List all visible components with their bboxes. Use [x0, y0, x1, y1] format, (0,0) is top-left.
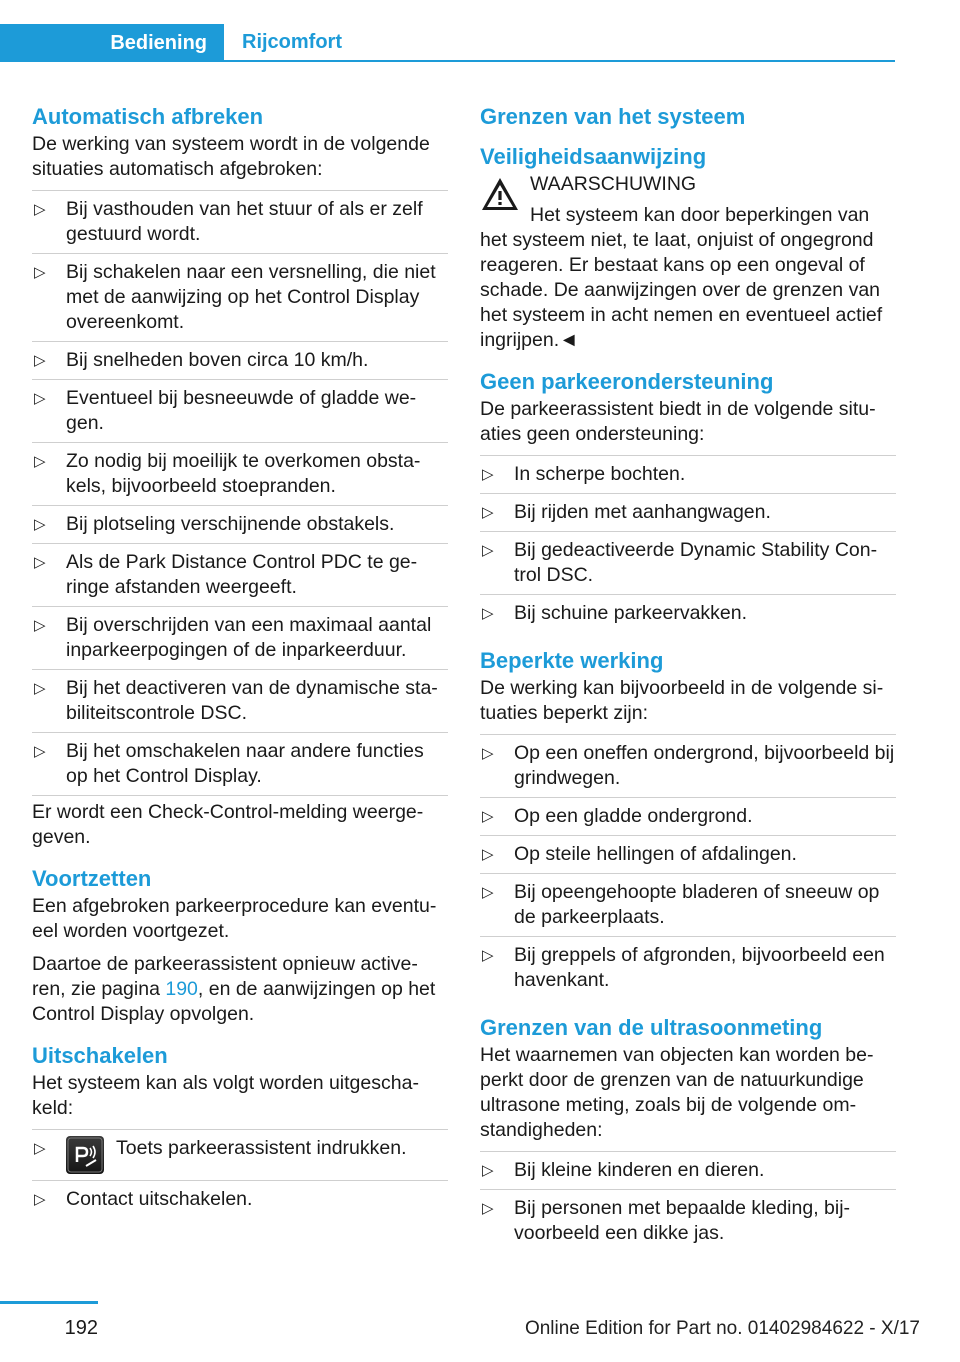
- triangle-right-icon: ▷: [482, 1162, 494, 1179]
- list-item-text: In scherpe bochten.: [514, 463, 686, 485]
- bullet-list-uit: [32, 1129, 448, 1218]
- list-item-text: Bij schuine parkeervakken.: [514, 602, 748, 624]
- triangle-right-icon: ▷: [34, 352, 46, 369]
- list-item: [32, 190, 448, 254]
- bullet-list-ultra: [480, 1151, 896, 1252]
- list-item: [480, 1190, 896, 1252]
- list-item-text: Op steile hellingen of afdalingen.: [514, 843, 797, 865]
- heading-veiligheidsaanwijzing: Veiligheidsaanwijzing: [480, 144, 707, 169]
- heading-grenzen-ultrasoonmeting: Grenzen van de ultrasoonmeting: [480, 1015, 823, 1040]
- list-item-text: Bij opeengehoopte bladeren of sneeuw op de parkeerplaats.: [514, 881, 880, 928]
- tab-rijcomfort[interactable]: Rijcomfort: [242, 30, 342, 53]
- heading-voortzetten: Voortzetten: [32, 866, 152, 891]
- triangle-right-icon: ▷: [34, 554, 46, 571]
- list-item: [32, 254, 448, 342]
- triangle-right-icon: ▷: [34, 743, 46, 760]
- triangle-right-icon: ▷: [482, 504, 494, 521]
- page-link[interactable]: 190: [165, 978, 198, 1000]
- paragraph: De parkeerassistent biedt in de volgende situ‐aties geen ondersteuning:: [480, 398, 876, 445]
- list-item: [32, 670, 448, 733]
- triangle-right-icon: ▷: [482, 466, 494, 483]
- list-item: [480, 1151, 896, 1190]
- list-item: [32, 733, 448, 796]
- right-column: [480, 102, 896, 1252]
- list-item-text: Op een oneffen ondergrond, bijvoorbeeld bij grindwegen.: [514, 742, 895, 789]
- heading-beperkte-werking: Beperkte werking: [480, 648, 664, 673]
- list-item-text: Contact uitschakelen.: [66, 1188, 253, 1210]
- triangle-right-icon: ▷: [482, 542, 494, 559]
- heading-grenzen-systeem: Grenzen van het systeem: [480, 104, 746, 129]
- warning-block: [480, 172, 896, 197]
- text: , en de aanwijzingen op het Control Display opvolgen.: [32, 978, 436, 1025]
- text: Daartoe de parkeerassistent opnieuw active‐ren, zie pagina: [32, 953, 418, 1000]
- tab-bediening[interactable]: Bediening: [0, 24, 224, 62]
- paragraph: De werking kan bijvoorbeeld in de volgende si‐tuaties beperkt zijn:: [480, 677, 884, 724]
- list-item-text: Eventueel bij besneeuwde of gladde we‐gen.: [66, 387, 417, 434]
- bullet-list-beperkt: [480, 734, 896, 999]
- list-item-text: Bij overschrijden van een maximaal aantal inparkeerpogingen of de inparkeerduur.: [66, 614, 432, 661]
- heading-geen-parkeerondersteuning: Geen parkeerondersteuning: [480, 369, 774, 394]
- triangle-right-icon: ▷: [34, 680, 46, 697]
- paragraph: De werking van systeem wordt in de volgende situaties automatisch afgebroken:: [32, 133, 430, 180]
- list-item: [480, 532, 896, 595]
- list-item-text: Bij snelheden boven circa 10 km/h.: [66, 349, 369, 371]
- triangle-right-icon: ▷: [34, 617, 46, 634]
- triangle-right-icon: ▷: [34, 264, 46, 281]
- paragraph: Het waarnemen van objecten kan worden be‐perkt door de grenzen van de natuurkundige ultrasone meting, zoals bij de volgende om‐standigheden:: [480, 1044, 874, 1141]
- list-item-text: Bij greppels of afgronden, bijvoorbeeld een havenkant.: [514, 944, 885, 991]
- header-rule: [0, 60, 895, 62]
- list-item: [32, 544, 448, 607]
- list-item-text: Op een gladde ondergrond.: [514, 805, 753, 827]
- triangle-right-icon: ▷: [34, 390, 46, 407]
- triangle-right-icon: ▷: [482, 1200, 494, 1217]
- list-item-text: Zo nodig bij moeilijk te overkomen obsta‐kels, bijvoorbeeld stoepranden.: [66, 450, 421, 497]
- triangle-right-icon: ▷: [482, 808, 494, 825]
- left-column: [32, 102, 448, 1218]
- list-item-text: Als de Park Distance Control PDC te ge‐ringe afstanden weergeeft.: [66, 551, 418, 598]
- warning-text: Het systeem kan door beperkingen van het systeem niet, te laat, onjuist of ongegrond reageren. Er bestaat kans op een ongeval of schade. De aanwijzingen over de grenzen van het systeem in acht nemen en eventueel actief ingrijpen.◄: [480, 204, 883, 351]
- list-item-text: Toets parkeerassistent indrukken.: [116, 1137, 407, 1159]
- triangle-right-icon: ▷: [482, 947, 494, 964]
- triangle-right-icon: ▷: [34, 453, 46, 470]
- list-item: [480, 734, 896, 798]
- heading-uitschakelen: Uitschakelen: [32, 1043, 168, 1068]
- paragraph: [32, 952, 448, 1027]
- list-item: [32, 1129, 448, 1181]
- bullet-list-geen: [480, 455, 896, 632]
- list-item: [32, 1181, 448, 1218]
- triangle-right-icon: ▷: [482, 846, 494, 863]
- header-bar: [0, 24, 895, 62]
- triangle-right-icon: ▷: [482, 884, 494, 901]
- list-item-text: Bij personen met bepaalde kleding, bij‐voorbeeld een dikke jas.: [514, 1197, 851, 1244]
- triangle-right-icon: ▷: [482, 605, 494, 622]
- park-assist-button-icon: [66, 1136, 104, 1174]
- list-item-text: Bij kleine kinderen en dieren.: [514, 1159, 765, 1181]
- triangle-right-icon: ▷: [34, 201, 46, 218]
- list-item: [480, 937, 896, 999]
- list-item-text: Bij het deactiveren van de dynamische sta‐biliteitscontrole DSC.: [66, 677, 438, 724]
- list-item: [32, 607, 448, 670]
- list-item: [480, 455, 896, 494]
- heading-automatisch-afbreken: Automatisch afbreken: [32, 104, 264, 129]
- list-item: [480, 494, 896, 532]
- list-item: [480, 874, 896, 937]
- warning-title: WAARSCHUWING: [530, 173, 697, 195]
- list-item-text: Bij rijden met aanhangwagen.: [514, 501, 771, 523]
- triangle-right-icon: ▷: [34, 1140, 46, 1157]
- list-item: [32, 380, 448, 443]
- list-item: [32, 342, 448, 380]
- bullet-list-auto: [32, 190, 448, 796]
- list-item-text: Bij vasthouden van het stuur of als er zelf gestuurd wordt.: [66, 198, 423, 245]
- list-item: [32, 506, 448, 544]
- list-item-text: Bij plotseling verschijnende obstakels.: [66, 513, 395, 535]
- page-number: 192: [64, 1317, 98, 1339]
- triangle-right-icon: ▷: [482, 745, 494, 762]
- page-number-bar: [0, 1301, 98, 1304]
- edition-footer: Online Edition for Part no. 01402984622 - X/17: [524, 1318, 920, 1339]
- list-item: [480, 798, 896, 836]
- list-item-text: Bij het omschakelen naar andere functies op het Control Display.: [66, 740, 424, 787]
- paragraph: Het systeem kan als volgt worden uitgescha‐keld:: [32, 1072, 419, 1119]
- triangle-right-icon: ▷: [34, 516, 46, 533]
- list-item-text: Bij gedeactiveerde Dynamic Stability Con‐trol DSC.: [514, 539, 878, 586]
- list-item: [32, 443, 448, 506]
- warning-triangle-icon: [480, 176, 520, 212]
- list-item: [480, 836, 896, 874]
- list-item: [480, 595, 896, 632]
- triangle-right-icon: ▷: [34, 1191, 46, 1208]
- list-item-text: Bij schakelen naar een versnelling, die niet met de aanwijzing op het Control Display overeenkomt.: [66, 261, 436, 333]
- paragraph: Er wordt een Check-Control-melding weerge‐geven.: [32, 801, 424, 848]
- paragraph: Een afgebroken parkeerprocedure kan eventu‐eel worden voortgezet.: [32, 895, 437, 942]
